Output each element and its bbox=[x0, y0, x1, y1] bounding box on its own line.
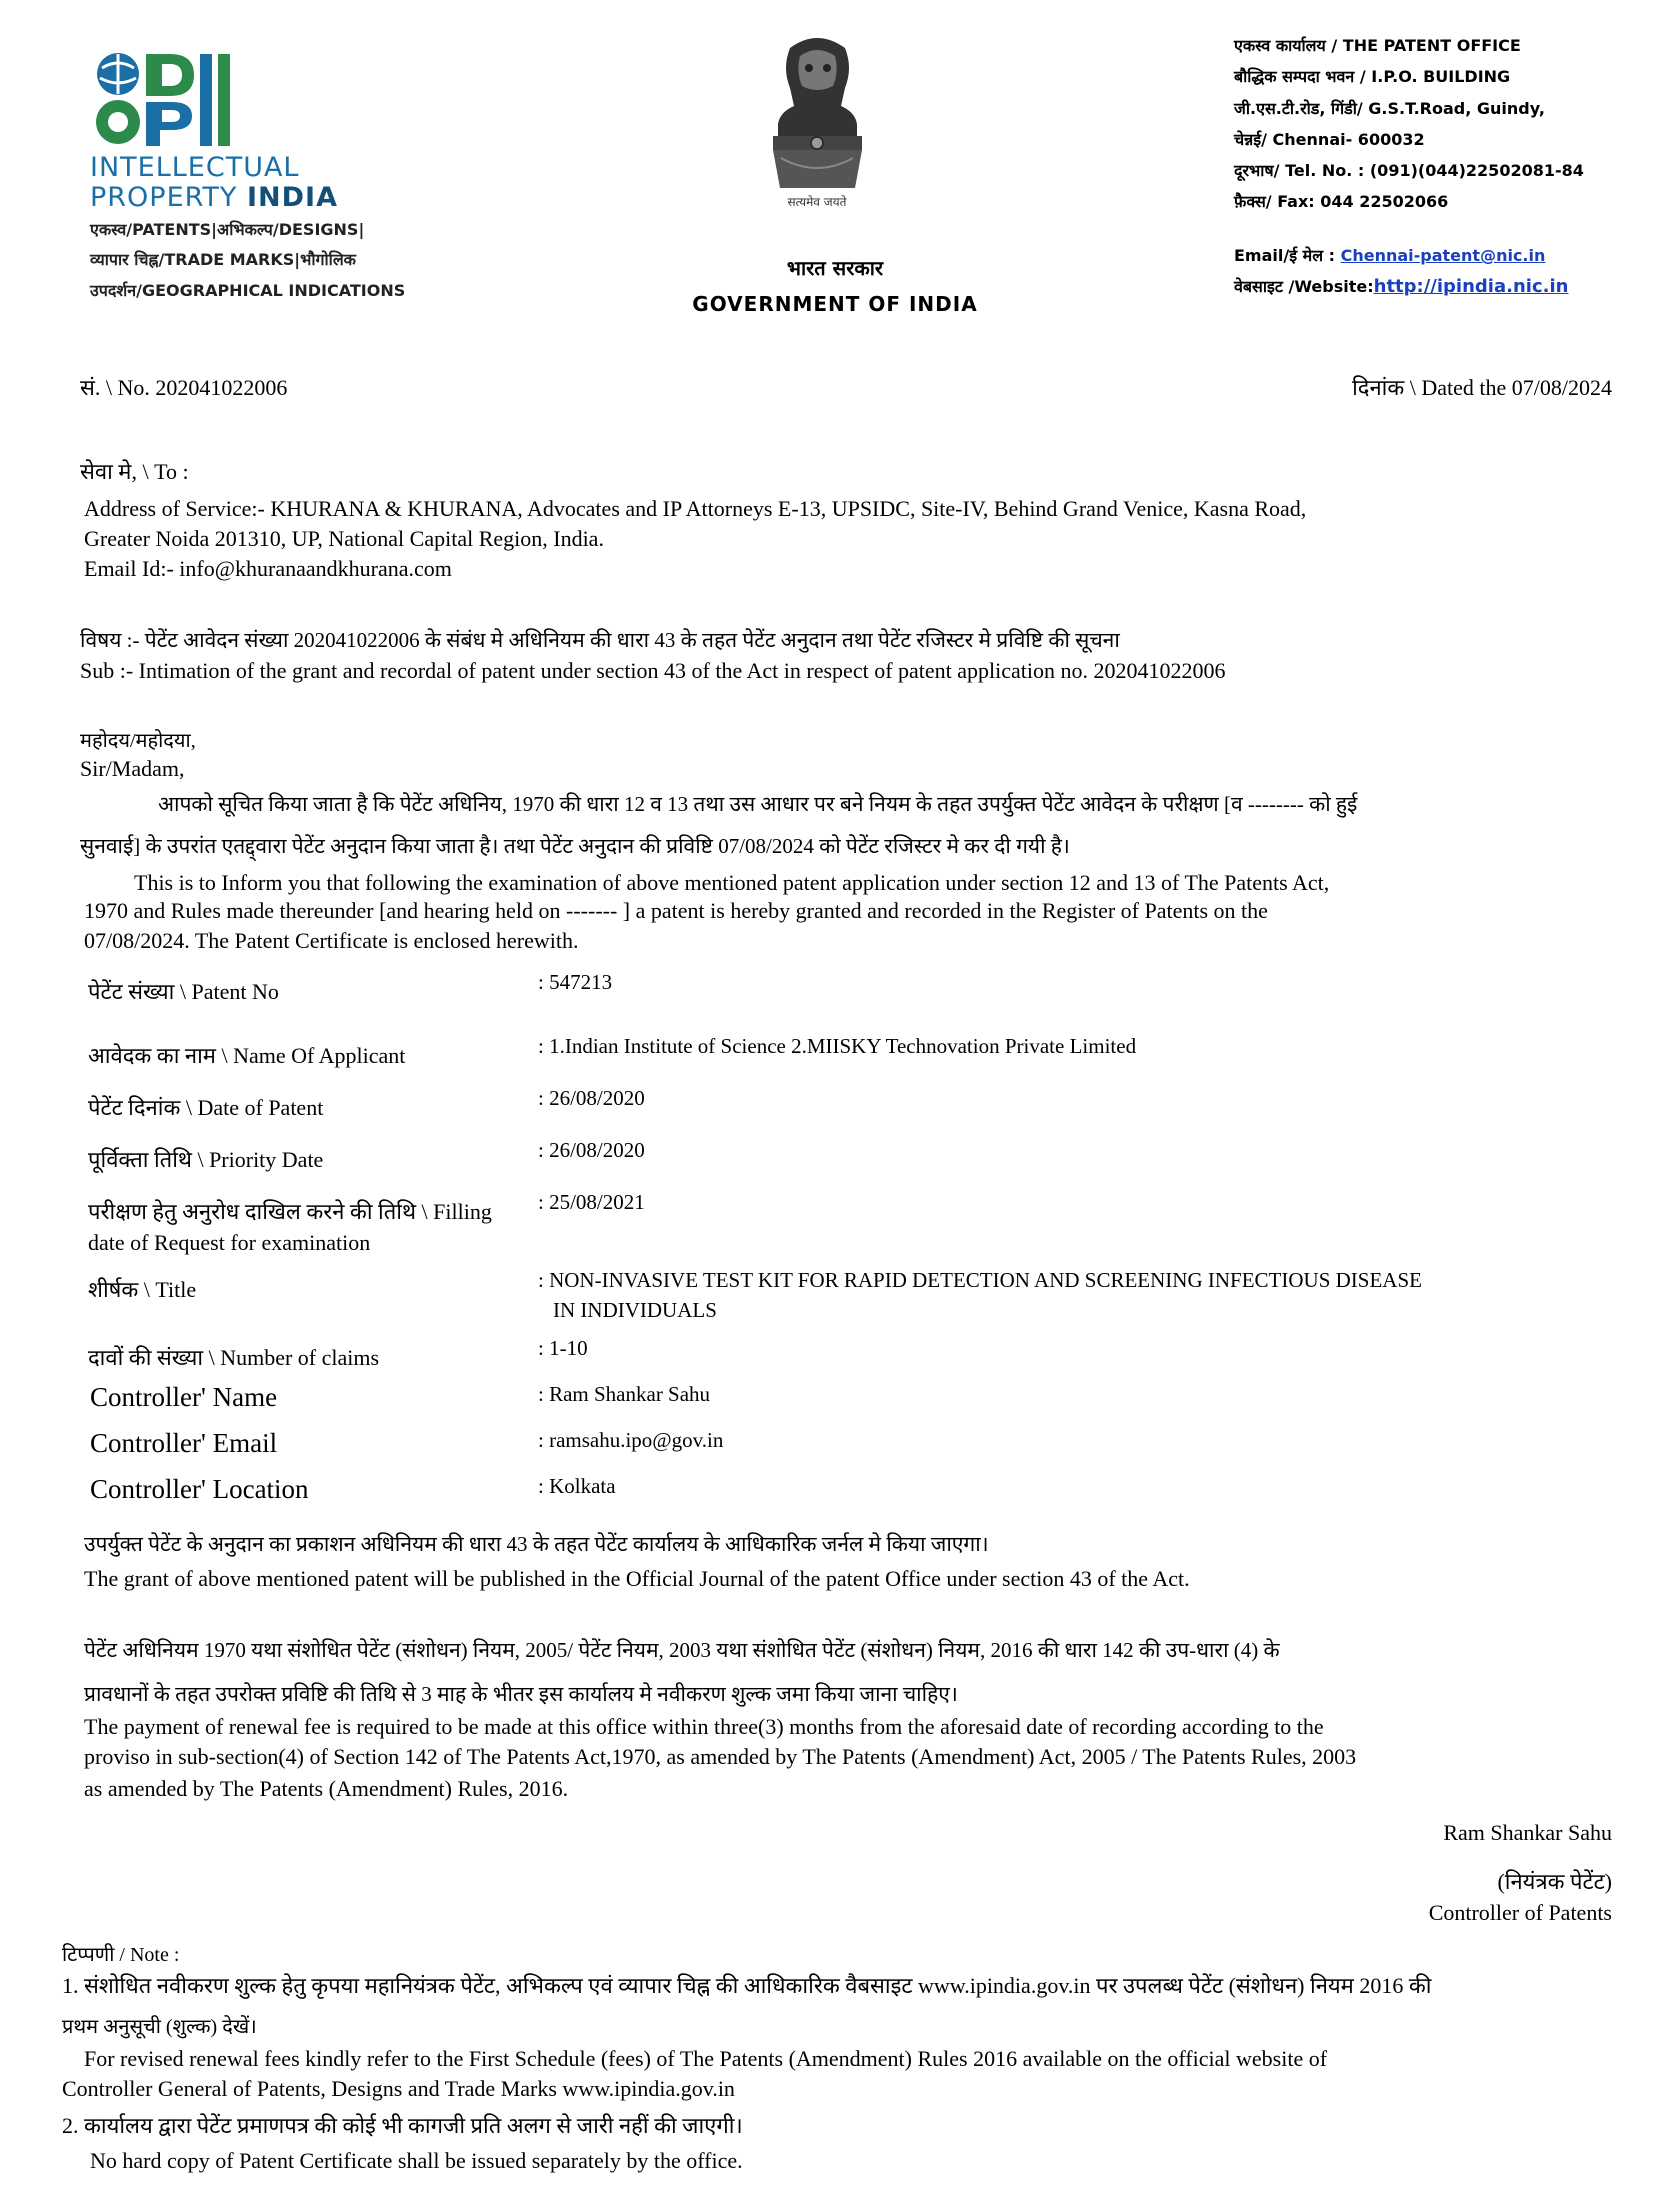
salutation-hindi: महोदय/महोदया, bbox=[80, 730, 196, 752]
applicant-label: आवेदक का नाम \ Name Of Applicant bbox=[88, 1043, 406, 1068]
title-label: शीर्षक \ Title bbox=[88, 1277, 197, 1302]
renewal-english-line: proviso in sub-section(4) of Section 142 of The Patents Act,1970, as amended by The Patents (Amendment) Act, 2005 / The Patents Rules, 2003 bbox=[84, 1744, 1357, 1769]
brand-subtitle-1: एकस्व/PATENTS|अभिकल्प/DESIGNS| bbox=[90, 220, 365, 239]
ip-india-logo bbox=[92, 50, 242, 150]
note-2-english: No hard copy of Patent Certificate shall be issued separately by the office. bbox=[90, 2148, 743, 2173]
address-line: Greater Noida 201310, UP, National Capital Region, India. bbox=[84, 526, 604, 551]
note-1-hindi-line: प्रथम अनुसूची (शुल्क) देखें। bbox=[62, 2016, 257, 2038]
renewal-hindi-line: पेटेंट अधिनियम 1970 यथा संशोधित पेटेंट (संशोधन) नियम, 2005/ पेटेंट नियम, 2003 यथा संशोधित पेटेंट (संशोधन) नियम, 2016 की धारा 142 की उप-धारा (4) के bbox=[84, 1638, 1280, 1662]
brand-name-line1: INTELLECTUAL bbox=[90, 152, 300, 183]
office-line: एकस्व कार्यालय / THE PATENT OFFICE bbox=[1234, 36, 1521, 55]
signatory-title-hindi: (नियंत्रक पेटेंट) bbox=[1497, 1869, 1612, 1894]
filing-date-value: : 25/08/2021 bbox=[538, 1190, 645, 1214]
office-line: दूरभाष/ Tel. No. : (091)(044)22502081-84 bbox=[1234, 161, 1584, 180]
subject-english: Sub :- Intimation of the grant and recordal of patent under section 43 of the Act in respect of patent application no. 202041022006 bbox=[80, 658, 1226, 683]
recipient-email: Email Id:- info@khuranaandkhurana.com bbox=[84, 556, 452, 581]
salutation-english: Sir/Madam, bbox=[80, 756, 185, 781]
intro-hindi-line: सुनवाई] के उपरांत एतद्द्वारा पेटेंट अनुदान किया जाता है। तथा पेटेंट अनुदान की प्रविष्टि 07/08/2024 को पेटेंट रजिस्टर मे कर दी गयी है। bbox=[80, 834, 1070, 858]
publication-english: The grant of above mentioned patent will be published in the Official Journal of the patent Office under section 43 of the Act. bbox=[84, 1566, 1190, 1591]
intro-hindi-line: आपको सूचित किया जाता है कि पेटेंट अधिनिय, 1970 की धारा 12 व 13 तथा उस आधार पर बने नियम के तहत उपर्युक्त पेटेंट आवेदन के परीक्षण [व -------- को हुई bbox=[158, 792, 1358, 816]
patent-no-value: : 547213 bbox=[538, 970, 613, 994]
intro-english-line: 1970 and Rules made thereunder [and hearing held on ------- ] a patent is hereby granted and recorded in the Register of Patents on the bbox=[84, 898, 1268, 923]
office-line: चेन्नई/ Chennai- 600032 bbox=[1234, 130, 1425, 149]
brand-name-line2: PROPERTY INDIA bbox=[90, 182, 338, 213]
publication-hindi: उपर्युक्त पेटेंट के अनुदान का प्रकाशन अधिनियम की धारा 43 के तहत पेटेंट कार्यालय के आधिकारिक जर्नल मे किया जाएगा। bbox=[84, 1532, 989, 1556]
emblem-motto: सत्यमेव जयते bbox=[787, 195, 847, 209]
brand-subtitle-2: व्यापार चिह्न/TRADE MARKS|भौगोलिक bbox=[90, 250, 356, 269]
reference-number: सं. \ No. 202041022006 bbox=[80, 375, 288, 400]
date-of-patent-value: : 26/08/2020 bbox=[538, 1086, 645, 1110]
address-line: Address of Service:- KHURANA & KHURANA, Advocates and IP Attorneys E-13, UPSIDC, Site-IV, Behind Grand Venice, Kasna Road, bbox=[84, 496, 1307, 521]
controller-location-label: Controller' Location bbox=[90, 1474, 309, 1504]
national-emblem bbox=[745, 28, 890, 210]
controller-name-value: : Ram Shankar Sahu bbox=[538, 1382, 711, 1406]
letter-date: दिनांक \ Dated the 07/08/2024 bbox=[1352, 375, 1612, 400]
filing-date-label: परीक्षण हेतु अनुरोध दाखिल करने की तिथि \ Filling bbox=[88, 1199, 492, 1224]
office-line: फ़ैक्स/ Fax: 044 22502066 bbox=[1234, 192, 1449, 211]
date-of-patent-label: पेटेंट दिनांक \ Date of Patent bbox=[88, 1095, 324, 1120]
controller-name-label: Controller' Name bbox=[90, 1382, 278, 1412]
claims-label: दावों की संख्या \ Number of claims bbox=[88, 1345, 380, 1370]
controller-email-value: : ramsahu.ipo@gov.in bbox=[538, 1428, 724, 1452]
note-1-english-line: For revised renewal fees kindly refer to the First Schedule (fees) of The Patents (Amendment) Rules 2016 available on the official website of bbox=[84, 2046, 1328, 2071]
government-english: GOVERNMENT OF INDIA bbox=[692, 292, 978, 316]
brand-subtitle-3: उपदर्शन/GEOGRAPHICAL INDICATIONS bbox=[90, 281, 406, 300]
office-email-link[interactable]: Chennai-patent@nic.in bbox=[1340, 246, 1546, 265]
office-website-link[interactable]: http://ipindia.nic.in bbox=[1373, 276, 1569, 297]
note-1-english-line: Controller General of Patents, Designs and Trade Marks www.ipindia.gov.in bbox=[62, 2076, 735, 2101]
office-email: Email/ई मेल : Chennai-patent@nic.in bbox=[1234, 246, 1546, 265]
filing-date-label: date of Request for examination bbox=[88, 1230, 371, 1255]
applicant-value: : 1.Indian Institute of Science 2.MIISKY Technovation Private Limited bbox=[538, 1034, 1137, 1058]
office-line: बौद्धिक सम्पदा भवन / I.P.O. BUILDING bbox=[1234, 67, 1511, 86]
government-hindi: भारत सरकार bbox=[786, 256, 884, 280]
priority-date-value: : 26/08/2020 bbox=[538, 1138, 645, 1162]
claims-value: : 1-10 bbox=[538, 1336, 588, 1360]
intro-english-line: 07/08/2024. The Patent Certificate is enclosed herewith. bbox=[84, 928, 579, 953]
renewal-english-line: as amended by The Patents (Amendment) Rules, 2016. bbox=[84, 1776, 569, 1801]
intro-english-line: This is to Inform you that following the examination of above mentioned patent application under section 12 and 13 of The Patents Act, bbox=[134, 870, 1330, 895]
note-label: टिप्पणी / Note : bbox=[62, 1944, 180, 1966]
to-label: सेवा मे, \ To : bbox=[80, 459, 189, 484]
renewal-english-line: The payment of renewal fee is required to be made at this office within three(3) months from the aforesaid date of recording according to the bbox=[84, 1714, 1324, 1739]
patent-no-label: पेटेंट संख्या \ Patent No bbox=[88, 979, 279, 1004]
office-line: जी.एस.टी.रोड, गिंडी/ G.S.T.Road, Guindy, bbox=[1234, 99, 1545, 118]
subject-hindi: विषय :- पेटेंट आवेदन संख्या 202041022006 के संबंध मे अधिनियम की धारा 43 के तहत पेटेंट अनुदान तथा पेटेंट रजिस्टर मे प्रविष्टि की सूचना bbox=[80, 628, 1120, 652]
note-1-hindi-line: 1. संशोधित नवीकरण शुल्क हेतु कृपया महानियंत्रक पेटेंट, अभिकल्प एवं व्यापार चिह्न की आधिकारिक वैबसाइट www.ipindia.gov.in पर उपलब्ध पेटेंट (संशोधन) नियम 2016 की bbox=[62, 1973, 1432, 1998]
priority-date-label: पूर्विक्ता तिथि \ Priority Date bbox=[88, 1147, 324, 1172]
controller-location-value: : Kolkata bbox=[538, 1474, 616, 1498]
signatory-name: Ram Shankar Sahu bbox=[1443, 1820, 1612, 1845]
note-2-hindi: 2. कार्यालय द्वारा पेटेंट प्रमाणपत्र की कोई भी कागजी प्रति अलग से जारी नहीं की जाएगी। bbox=[62, 2113, 743, 2138]
office-website: वेबसाइट /Website:http://ipindia.nic.in bbox=[1234, 276, 1569, 297]
renewal-hindi-line: प्रावधानों के तहत उपरोक्त प्रविष्टि की तिथि से 3 माह के भीतर इस कार्यालय मे नवीकरण शुल्क जमा किया जाना चाहिए। bbox=[84, 1682, 958, 1706]
signatory-title-english: Controller of Patents bbox=[1428, 1900, 1612, 1925]
title-value: IN INDIVIDUALS bbox=[553, 1298, 717, 1322]
title-value: : NON-INVASIVE TEST KIT FOR RAPID DETECTION AND SCREENING INFECTIOUS DISEASE bbox=[538, 1268, 1422, 1292]
controller-email-label: Controller' Email bbox=[90, 1428, 278, 1458]
